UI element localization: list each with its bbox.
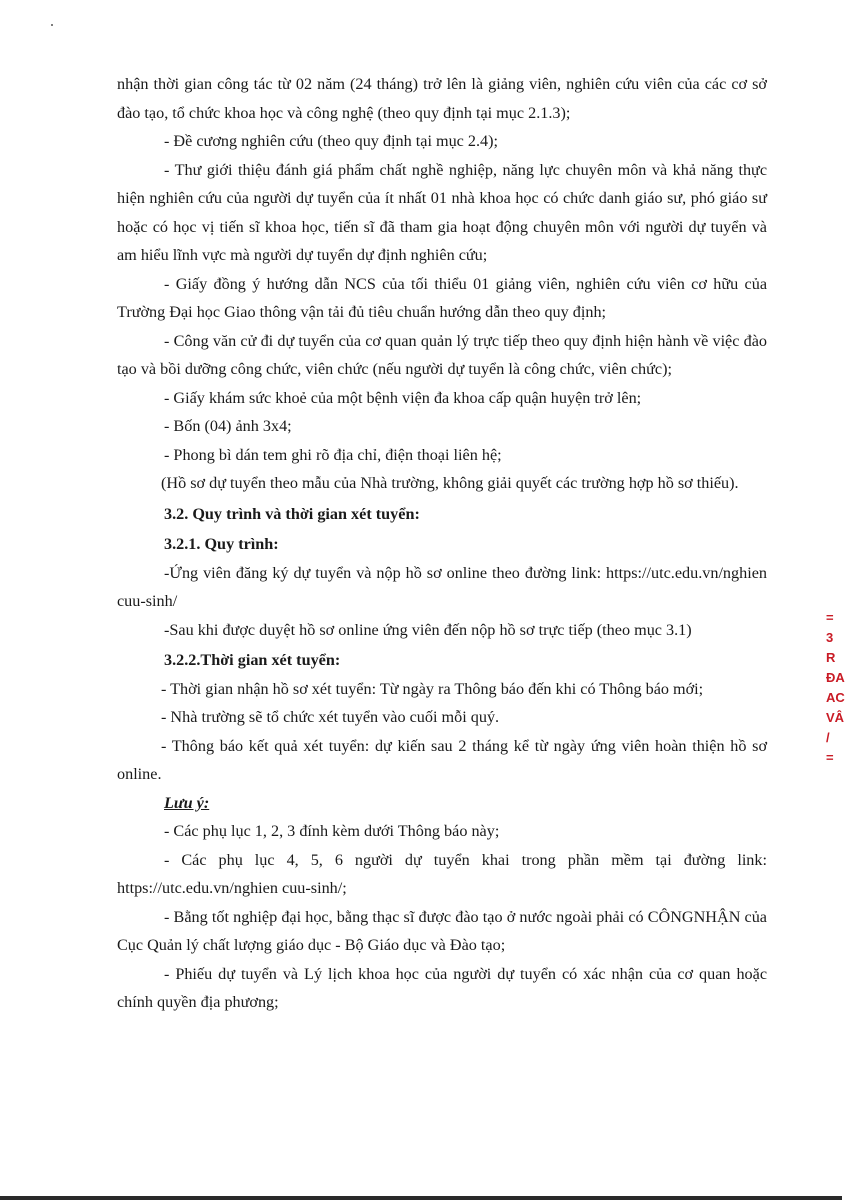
- process-step-online: -Ứng viên đăng ký dự tuyển và nộp hồ sơ online theo đường link: https://utc.edu.vn/nghien cuu-sinh/: [117, 563, 767, 610]
- time-result-announcement: - Thông báo kết quả xét tuyển: dự kiến sau 2 tháng kể từ ngày ứng viên hoàn thiện hồ sơ online.: [117, 736, 767, 783]
- section-heading-3-2: 3.2. Quy trình và thời gian xét tuyển:: [164, 504, 420, 523]
- note-heading: Lưu ý:: [164, 793, 210, 812]
- note-appendix-1-3: - Các phụ lục 1, 2, 3 đính kèm dưới Thông báo này;: [164, 822, 500, 840]
- paragraph-continuation: nhận thời gian công tác từ 02 năm (24 tháng) trở lên là giảng viên, nghiên cứu viên của các cơ sở đào tạo, tổ chức khoa học và công nghệ (theo quy định tại mục 2.1.3);: [117, 75, 767, 122]
- stamp-line: ĐA: [826, 670, 845, 685]
- item-supervisor-consent: - Giấy đồng ý hướng dẫn NCS của tối thiểu 01 giảng viên, nghiên cứu viên cơ hữu của Trường Đại học Giao thông vận tải đủ tiêu chuẩn hướng dẫn theo quy định;: [117, 274, 767, 321]
- stamp-line: /: [826, 730, 830, 745]
- stamp-line: 3: [826, 630, 834, 645]
- time-receive-dossier: - Thời gian nhận hồ sơ xét tuyển: Từ ngày ra Thông báo đến khi có Thông báo mới;: [161, 679, 704, 698]
- stamp-line: R: [826, 650, 836, 665]
- scan-bottom-edge: [0, 1196, 842, 1200]
- item-envelope: - Phong bì dán tem ghi rõ địa chỉ, điện thoại liên hệ;: [164, 445, 502, 464]
- document-body: [117, 70, 767, 1017]
- item-photos: - Bốn (04) ảnh 3x4;: [164, 417, 292, 435]
- scan-speck: [51, 24, 53, 26]
- stamp-line: =: [826, 610, 834, 625]
- item-official-letter: - Công văn cử đi dự tuyển của cơ quan quản lý trực tiếp theo quy định hiện hành về việc đào tạo và bồi dưỡng công chức, viên chức (nếu người dự tuyển là công chức, viên chức);: [117, 331, 767, 378]
- stamp-line: VÂ: [826, 710, 845, 725]
- item-recommendation-letter: - Thư giới thiệu đánh giá phẩm chất nghề nghiệp, năng lực chuyên môn và khả năng thực hiện nghiên cứu của người dự tuyển của ít nhất 01 nhà khoa học có chức danh giáo sư, phó giáo sư hoặc có học vị tiến sĩ khoa học, tiến sĩ đã tham gia hoạt động chuyên môn với người dự tuyển và am hiểu lĩnh vực mà người dự tuyển dự định nghiên cứu;: [117, 160, 767, 264]
- stamp-line: AC: [826, 690, 845, 705]
- time-quarterly-review: - Nhà trường sẽ tổ chức xét tuyển vào cuối mỗi quý.: [161, 708, 500, 726]
- dossier-note: (Hồ sơ dự tuyển theo mẫu của Nhà trường, không giải quyết các trường hợp hồ sơ thiếu).: [161, 474, 739, 492]
- note-foreign-degree: - Bằng tốt nghiệp đại học, bằng thạc sĩ được đào tạo ở nước ngoài phải có CÔNGNHẬN của Cục Quản lý chất lượng giáo dục - Bộ Giáo dục và Đào tạo;: [117, 907, 767, 954]
- red-stamp-fragment: [826, 608, 845, 768]
- section-heading-3-2-2: 3.2.2.Thời gian xét tuyển:: [164, 651, 341, 669]
- stamp-line: =: [826, 750, 834, 765]
- note-application-form: - Phiếu dự tuyển và Lý lịch khoa học của người dự tuyển có xác nhận của cơ quan hoặc chính quyền địa phương;: [117, 964, 767, 1011]
- section-heading-3-2-1: 3.2.1. Quy trình:: [164, 535, 279, 553]
- process-step-submit: -Sau khi được duyệt hồ sơ online ứng viên đến nộp hồ sơ trực tiếp (theo mục 3.1): [164, 620, 692, 639]
- item-research-proposal: - Đề cương nghiên cứu (theo quy định tại mục 2.4);: [164, 132, 499, 150]
- item-health-certificate: - Giấy khám sức khoẻ của một bệnh viện đa khoa cấp quận huyện trở lên;: [164, 388, 642, 407]
- note-appendix-4-6: - Các phụ lục 4, 5, 6 người dự tuyển khai trong phần mềm tại đường link: https://utc.edu.vn/nghien cuu-sinh/;: [117, 850, 767, 897]
